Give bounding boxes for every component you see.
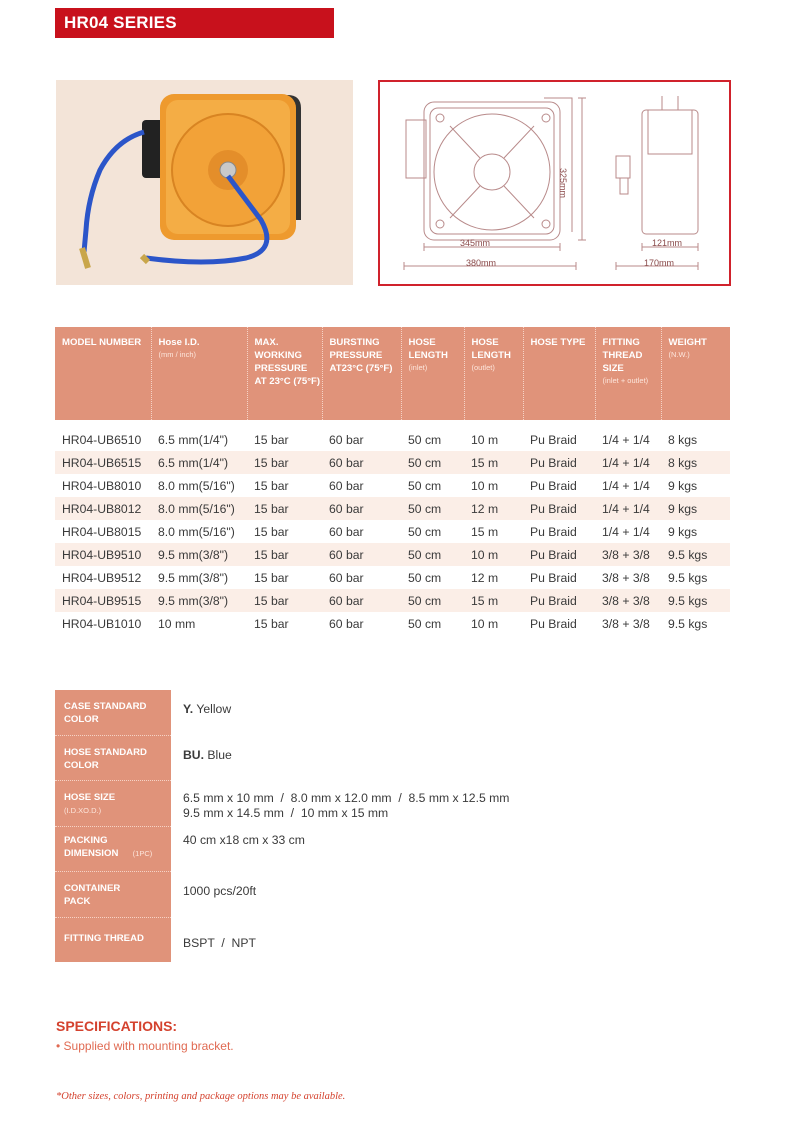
- table-cell: 8.0 mm(5/16"): [151, 497, 247, 520]
- product-photo: [56, 80, 353, 285]
- table-cell: 50 cm: [408, 478, 442, 493]
- table-cell: 10 m: [464, 543, 523, 566]
- table-cell: 50 cm: [408, 570, 442, 585]
- table-row: [55, 566, 730, 589]
- table-cell: 60 bar: [329, 432, 364, 447]
- table-cell: 9.5 mm(3/8"): [151, 543, 247, 566]
- footnote: *Other sizes, colors, printing and package options may be available.: [56, 1091, 346, 1102]
- table-cell: Pu Braid: [523, 543, 595, 566]
- table-cell: 10 m: [471, 432, 499, 447]
- table-cell: 15 bar: [254, 432, 289, 447]
- option-packing: [55, 827, 575, 873]
- table-cell: 1/4 + 1/4: [602, 432, 650, 447]
- technical-drawing: [378, 80, 731, 286]
- specifications-title: SPECIFICATIONS:: [56, 1018, 178, 1034]
- reel-dimension-drawing: [380, 82, 729, 284]
- option-sub: (I.D.XO.D.): [64, 806, 102, 815]
- table-cell: Pu Braid: [523, 497, 595, 520]
- table-cell: 15 bar: [254, 616, 289, 631]
- table-cell: 15 bar: [247, 497, 322, 520]
- table-cell: HR04-UB8010: [62, 478, 142, 493]
- col-weight: WEIGHT (N.W.): [661, 327, 730, 420]
- table-cell: Pu Braid: [530, 432, 577, 447]
- option-hose-color: [55, 736, 575, 782]
- table-cell: 6.5 mm(1/4"): [158, 432, 229, 447]
- table-row: [55, 497, 730, 520]
- table-cell: HR04-UB6515: [55, 451, 151, 474]
- table-cell: HR04-UB8012: [55, 497, 151, 520]
- specification-item: • Supplied with mounting bracket.: [56, 1039, 234, 1053]
- option-label: PACKING DIMENSION: [64, 834, 119, 859]
- col-fitting-thread: FITTING THREAD SIZE (inlet + outlet): [595, 327, 661, 420]
- spec-table: [55, 327, 730, 635]
- option-case-color: [55, 690, 575, 736]
- table-cell: Pu Braid: [523, 451, 595, 474]
- table-cell: 50 cm: [408, 616, 442, 631]
- table-cell: 60 bar: [329, 616, 364, 631]
- table-cell: 8.0 mm(5/16"): [158, 524, 235, 539]
- table-row: [55, 474, 730, 497]
- table-cell: 50 cm: [401, 543, 464, 566]
- dim-outer-width: 380mm: [466, 258, 497, 268]
- table-cell: 9.5 kgs: [661, 589, 730, 612]
- table-cell: 60 bar: [322, 451, 401, 474]
- table-cell: 10 m: [471, 616, 499, 631]
- series-title: HR04 SERIES: [64, 13, 177, 32]
- table-cell: 60 bar: [329, 478, 364, 493]
- table-cell: 50 cm: [401, 497, 464, 520]
- hose-color-value: Blue: [207, 747, 232, 762]
- table-cell: 3/8 + 3/8: [595, 589, 661, 612]
- container-value: 1000 pcs/20ft: [183, 884, 257, 898]
- table-cell: 15 bar: [254, 524, 289, 539]
- table-cell: 15 bar: [247, 589, 322, 612]
- table-cell: 9.5 mm(3/8"): [158, 570, 229, 585]
- table-cell: Pu Braid: [530, 570, 577, 585]
- table-cell: 9.5 kgs: [668, 616, 708, 631]
- hose-size-line1: 6.5 mm x 10 mm / 8.0 mm x 12.0 mm / 8.5 mm x 12.5 mm: [183, 791, 510, 805]
- table-cell: 3/8 + 3/8: [595, 543, 661, 566]
- table-cell: HR04-UB9515: [55, 589, 151, 612]
- col-model: MODEL NUMBER: [55, 327, 151, 420]
- table-row: [55, 428, 730, 451]
- case-color-value: Yellow: [196, 702, 232, 716]
- table-cell: 15 bar: [254, 570, 289, 585]
- table-cell: HR04-UB9512: [62, 570, 142, 585]
- table-row: [55, 612, 730, 635]
- table-cell: 15 bar: [247, 543, 322, 566]
- fitting-value: BSPT / NPT: [183, 935, 256, 950]
- table-cell: Pu Braid: [530, 616, 577, 631]
- col-working-pressure: MAX. WORKING PRESSURE AT 23°C (75°F): [247, 327, 322, 420]
- table-cell: 10 mm: [158, 616, 196, 631]
- option-label: HOSE SIZE: [64, 792, 116, 803]
- table-cell: 12 m: [464, 497, 523, 520]
- table-cell: HR04-UB1010: [62, 616, 142, 631]
- table-cell: 12 m: [471, 570, 499, 585]
- dim-inner-width: 345mm: [460, 238, 491, 248]
- table-cell: 9 kgs: [668, 524, 698, 539]
- col-hose-id: Hose I.D. (mm / inch): [151, 327, 247, 420]
- table-cell: 50 cm: [401, 451, 464, 474]
- table-row: [55, 543, 730, 566]
- table-cell: 10 m: [471, 478, 499, 493]
- dim-height: 325mm: [558, 168, 568, 199]
- table-row: [55, 589, 730, 612]
- table-cell: HR04-UB9510: [55, 543, 151, 566]
- table-cell: HR04-UB6510: [62, 432, 142, 447]
- table-cell: 1/4 + 1/4: [595, 451, 661, 474]
- option-sub: (1PC): [132, 848, 153, 858]
- col-hose-length-inlet: HOSE LENGTH (inlet): [401, 327, 464, 420]
- option-label: CONTAINER PACK: [55, 872, 171, 918]
- option-hose-size: [55, 781, 575, 827]
- table-cell: 8 kgs: [661, 451, 730, 474]
- table-cell: 9.5 mm(3/8"): [151, 589, 247, 612]
- table-cell: 60 bar: [322, 497, 401, 520]
- table-cell: 9 kgs: [668, 478, 698, 493]
- packing-value: 40 cm x18 cm x 33 cm: [183, 832, 305, 847]
- table-cell: 1/4 + 1/4: [602, 478, 650, 493]
- spec-header-row: [55, 327, 730, 420]
- table-cell: Pu Braid: [530, 524, 577, 539]
- col-hose-type: HOSE TYPE: [523, 327, 595, 420]
- table-row: [55, 520, 730, 543]
- table-cell: 1/4 + 1/4: [602, 524, 650, 539]
- table-cell: 9 kgs: [661, 497, 730, 520]
- table-cell: 9.5 kgs: [668, 570, 708, 585]
- table-cell: 15 bar: [247, 451, 322, 474]
- hose-size-line2: 9.5 mm x 14.5 mm / 10 mm x 15 mm: [183, 806, 389, 820]
- option-label: HOSE STANDARD COLOR: [55, 736, 171, 782]
- table-cell: Pu Braid: [530, 478, 577, 493]
- table-cell: 60 bar: [329, 570, 364, 585]
- table-cell: 60 bar: [329, 524, 364, 539]
- table-cell: 15 bar: [254, 478, 289, 493]
- table-cell: 60 bar: [322, 543, 401, 566]
- col-hose-length-outlet: HOSE LENGTH (outlet): [464, 327, 523, 420]
- case-color-code: Y.: [183, 702, 194, 716]
- series-banner: [55, 8, 334, 38]
- table-cell: 15 m: [471, 524, 499, 539]
- dim-side-inner: 121mm: [652, 238, 683, 248]
- table-cell: 3/8 + 3/8: [602, 616, 650, 631]
- table-cell: 8 kgs: [668, 432, 698, 447]
- col-bursting-pressure: BURSTING PRESSURE AT23°C (75°F): [322, 327, 401, 420]
- options-table: [55, 690, 575, 962]
- table-cell: 3/8 + 3/8: [602, 570, 650, 585]
- hose-reel-illustration: [56, 80, 353, 285]
- table-cell: 15 m: [464, 589, 523, 612]
- table-cell: 50 cm: [401, 589, 464, 612]
- option-label: CASE STANDARD COLOR: [55, 690, 171, 736]
- dim-side-outer: 170mm: [644, 258, 675, 268]
- option-fitting: [55, 918, 575, 962]
- table-cell: HR04-UB8015: [62, 524, 142, 539]
- hose-color-code: BU.: [183, 747, 204, 762]
- table-cell: 9.5 kgs: [661, 543, 730, 566]
- table-cell: 15 m: [464, 451, 523, 474]
- table-cell: 50 cm: [408, 524, 442, 539]
- table-cell: 60 bar: [322, 589, 401, 612]
- table-cell: 8.0 mm(5/16"): [158, 478, 235, 493]
- option-container: [55, 872, 575, 918]
- table-cell: 6.5 mm(1/4"): [151, 451, 247, 474]
- table-cell: 1/4 + 1/4: [595, 497, 661, 520]
- table-cell: Pu Braid: [523, 589, 595, 612]
- table-row: [55, 451, 730, 474]
- option-label: FITTING THREAD: [55, 918, 171, 962]
- table-cell: 50 cm: [408, 432, 442, 447]
